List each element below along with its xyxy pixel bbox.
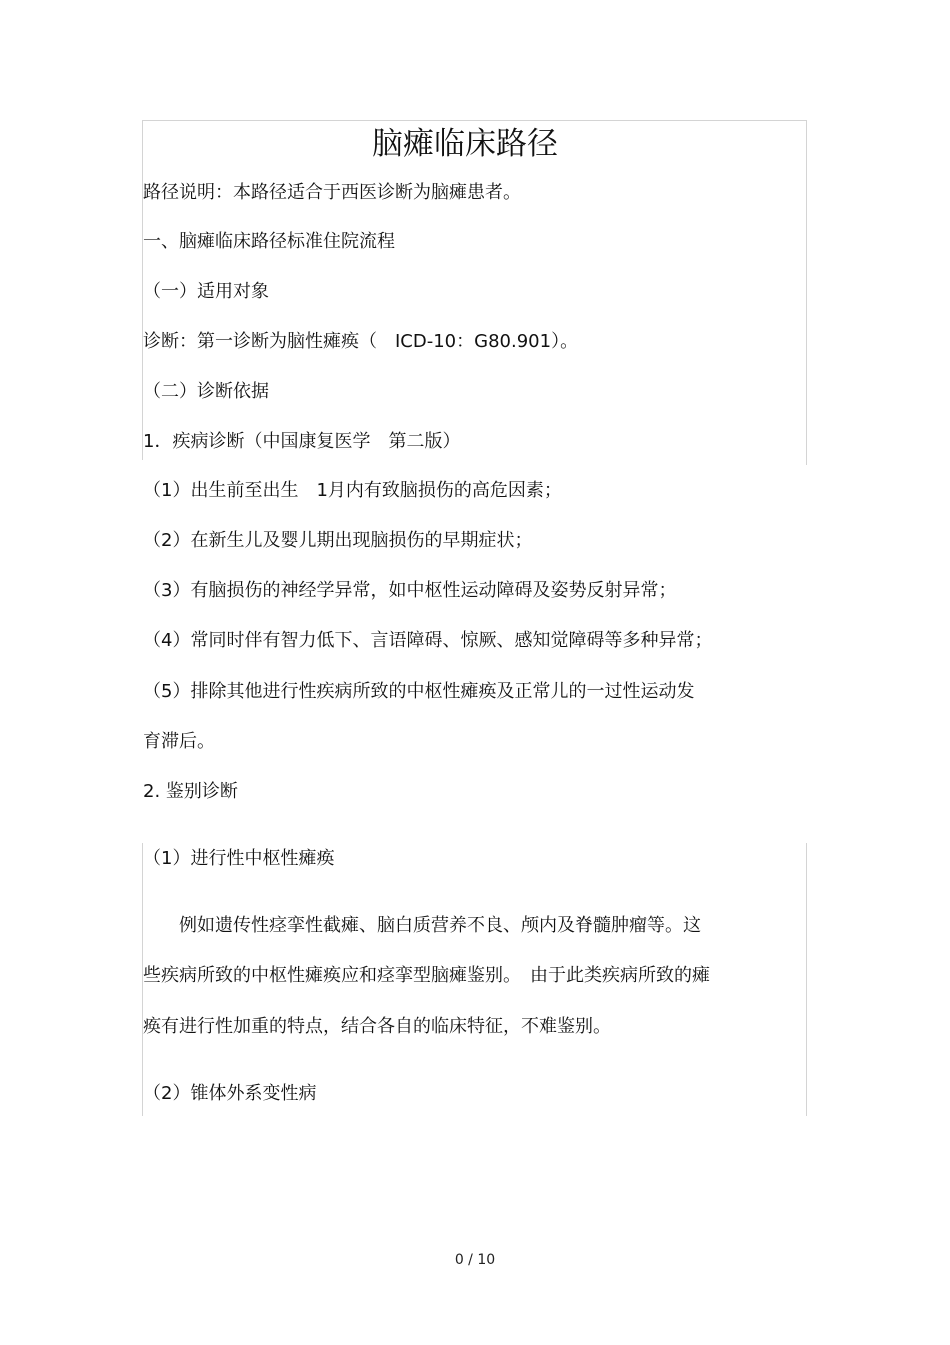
criterion-1: （1）出生前至出生 1月内有致脑损伤的高危因素；	[143, 480, 562, 501]
frame-right-border-lower	[806, 843, 807, 1116]
criterion-5-cont: 育滞后。	[143, 731, 215, 752]
criterion-5: （5）排除其他进行性疾病所致的中枢性瘫痪及正常儿的一过性运动发	[143, 681, 695, 702]
section-heading-1: 一、脑瘫临床路径标准住院流程	[143, 231, 395, 252]
frame-right-border	[806, 120, 807, 465]
differential-2-heading: （2）锥体外系变性病	[143, 1083, 317, 1104]
criterion-3: （3）有脑损伤的神经学异常，如中枢性运动障碍及姿势反射异常；	[143, 580, 677, 601]
document-title: 脑瘫临床路径	[372, 126, 558, 162]
differential-1-text-line3: 痪有进行性加重的特点，结合各自的临床特征，不难鉴别。	[143, 1016, 611, 1037]
disease-diagnosis-heading: 1．疾病诊断（中国康复医学 第二版）	[143, 431, 461, 452]
differential-1-heading: （1）进行性中枢性瘫痪	[143, 848, 335, 869]
subsection-heading-basis: （二）诊断依据	[143, 381, 269, 402]
criterion-2: （2）在新生儿及婴儿期出现脑损伤的早期症状；	[143, 530, 533, 551]
page-indicator: 0 / 10	[454, 1252, 496, 1268]
subsection-heading-applicable: （一）适用对象	[143, 281, 269, 302]
differential-diagnosis-heading: 2. 鉴别诊断	[143, 781, 238, 802]
path-description: 路径说明：本路径适合于西医诊断为脑瘫患者。	[143, 182, 521, 203]
criterion-4: （4）常同时伴有智力低下、言语障碍、惊厥、感知觉障碍等多种异常；	[143, 630, 713, 651]
differential-1-text-line2: 些疾病所致的中枢性瘫痪应和痉挛型脑瘫鉴别。 由于此类疾病所致的瘫	[143, 965, 710, 986]
frame-top-border	[142, 120, 807, 121]
differential-1-text-line1: 例如遗传性痉挛性截瘫、脑白质营养不良、颅内及脊髓肿瘤等。这	[143, 915, 701, 936]
diagnosis-line: 诊断：第一诊断为脑性瘫痪（ ICD-10：G80.901）。	[143, 331, 579, 352]
